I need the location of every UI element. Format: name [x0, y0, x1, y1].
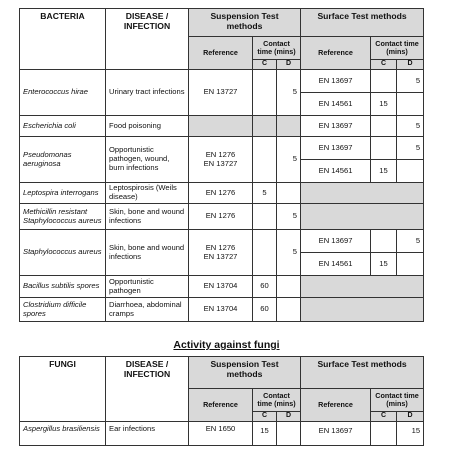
- bacteria-name: Enterococcus hirae: [20, 70, 106, 116]
- surf-d: [397, 160, 424, 183]
- surf-reference: EN 13697: [301, 137, 371, 160]
- surf-d: 15: [397, 422, 424, 446]
- surf-reference: EN 13697: [301, 230, 371, 253]
- bacteria-name: Clostridium difficile spores: [20, 298, 106, 322]
- susp-c: 5: [253, 183, 277, 204]
- col-header-surf-d: D: [397, 60, 424, 70]
- col-header-surf-contact-time: Contact time (mins): [371, 389, 424, 412]
- susp-c: 60: [253, 298, 277, 322]
- table-row: [20, 116, 424, 137]
- surf-reference: EN 14561: [301, 93, 371, 116]
- col-header-surf-c: C: [371, 60, 397, 70]
- col-header-bacteria: BACTERIA: [20, 9, 106, 70]
- susp-reference: EN 1276: [189, 183, 253, 204]
- table-row: [20, 276, 424, 298]
- fungi-section-title: Activity against fungi: [173, 339, 280, 351]
- col-header-susp-d: D: [277, 60, 301, 70]
- susp-reference: EN 1276: [189, 204, 253, 230]
- surf-d: 5: [397, 116, 424, 137]
- surf-d: [397, 253, 424, 276]
- document-page: [19, 0, 434, 450]
- bacteria-name: Escherichia coli: [20, 116, 106, 137]
- bacteria-table: [19, 8, 424, 322]
- col-header-fungi: FUNGI: [20, 357, 106, 422]
- table-row: [20, 137, 424, 160]
- susp-reference: EN 13727: [189, 70, 253, 116]
- susp-reference: EN 1650: [189, 422, 253, 446]
- susp-d: 5: [277, 230, 301, 276]
- susp-reference: EN 13704: [189, 276, 253, 298]
- susp-c: [253, 204, 277, 230]
- susp-d: [277, 422, 301, 446]
- surf-c: 15: [371, 253, 397, 276]
- susp-d: [277, 183, 301, 204]
- surf-reference: EN 14561: [301, 160, 371, 183]
- surf-d: [397, 93, 424, 116]
- col-header-suspension: Suspension Test methods: [189, 9, 301, 37]
- susp-c: 60: [253, 276, 277, 298]
- table-row: [20, 422, 424, 446]
- col-header-susp-d: D: [277, 412, 301, 422]
- susp-c: [253, 70, 277, 116]
- disease-cell: Skin, bone and wound infections: [106, 230, 189, 276]
- col-header-susp-c: C: [253, 60, 277, 70]
- surf-c: [371, 116, 397, 137]
- fungi-table: [19, 356, 424, 446]
- susp-c: [253, 116, 277, 137]
- col-header-susp-contact-time: Contact time (mins): [253, 37, 301, 60]
- col-header-suspension: Suspension Test methods: [189, 357, 301, 389]
- col-header-surface: Surface Test methods: [301, 9, 424, 37]
- susp-c: [253, 137, 277, 183]
- col-header-surf-c: C: [371, 412, 397, 422]
- col-header-disease: DISEASE / INFECTION: [106, 357, 189, 422]
- disease-cell: Urinary tract infections: [106, 70, 189, 116]
- disease-cell: Diarrhoea, abdominal cramps: [106, 298, 189, 322]
- table-row: [20, 204, 424, 230]
- table-row: [20, 298, 424, 322]
- susp-reference: EN 1276 EN 13727: [189, 230, 253, 276]
- disease-cell: Opportunistic pathogen, wound, burn infections: [106, 137, 189, 183]
- susp-c: 15: [253, 422, 277, 446]
- bacteria-name: Methicillin resistant Staphylococcus aureus: [20, 204, 106, 230]
- disease-cell: Leptospirosis (Weils disease): [106, 183, 189, 204]
- col-header-disease: DISEASE / INFECTION: [106, 9, 189, 70]
- susp-d: [277, 116, 301, 137]
- surf-reference: EN 13697: [301, 70, 371, 93]
- surf-reference: EN 14561: [301, 253, 371, 276]
- bacteria-name: Staphylococcus aureus: [20, 230, 106, 276]
- table-row: [20, 230, 424, 253]
- bacteria-name: Pseudomonas aeruginosa: [20, 137, 106, 183]
- susp-d: 5: [277, 204, 301, 230]
- disease-cell: Ear infections: [106, 422, 189, 446]
- susp-reference: EN 1276 EN 13727: [189, 137, 253, 183]
- col-header-susp-c: C: [253, 412, 277, 422]
- susp-reference: EN 13704: [189, 298, 253, 322]
- susp-d: [277, 276, 301, 298]
- susp-d: 5: [277, 137, 301, 183]
- surf-c: [371, 137, 397, 160]
- col-header-surf-d: D: [397, 412, 424, 422]
- surf-empty-cell: [301, 183, 424, 204]
- surf-reference: EN 13697: [301, 422, 371, 446]
- col-header-susp-reference: Reference: [189, 389, 253, 422]
- susp-c: [253, 230, 277, 276]
- surf-d: 5: [397, 70, 424, 93]
- fungi-name: Aspergillus brasiliensis: [20, 422, 106, 446]
- surf-empty-cell: [301, 276, 424, 298]
- surf-d: 5: [397, 137, 424, 160]
- col-header-surf-reference: Reference: [301, 389, 371, 422]
- susp-reference: [189, 116, 253, 137]
- surf-empty-cell: [301, 298, 424, 322]
- surf-c: 15: [371, 160, 397, 183]
- susp-d: 5: [277, 70, 301, 116]
- surf-c: [371, 70, 397, 93]
- surf-c: 15: [371, 93, 397, 116]
- bacteria-name: Leptospira interrogans: [20, 183, 106, 204]
- disease-cell: Skin, bone and wound infections: [106, 204, 189, 230]
- susp-d: [277, 298, 301, 322]
- table-row: [20, 183, 424, 204]
- table-row: [20, 70, 424, 93]
- surf-reference: EN 13697: [301, 116, 371, 137]
- col-header-surf-reference: Reference: [301, 37, 371, 70]
- disease-cell: Food poisoning: [106, 116, 189, 137]
- disease-cell: Opportunistic pathogen: [106, 276, 189, 298]
- col-header-susp-contact-time: Contact time (mins): [253, 389, 301, 412]
- surf-c: [371, 422, 397, 446]
- surf-empty-cell: [301, 204, 424, 230]
- col-header-surf-contact-time: Contact time (mins): [371, 37, 424, 60]
- surf-c: [371, 230, 397, 253]
- bacteria-name: Bacillus subtilis spores: [20, 276, 106, 298]
- surf-d: 5: [397, 230, 424, 253]
- col-header-surface: Surface Test methods: [301, 357, 424, 389]
- col-header-susp-reference: Reference: [189, 37, 253, 70]
